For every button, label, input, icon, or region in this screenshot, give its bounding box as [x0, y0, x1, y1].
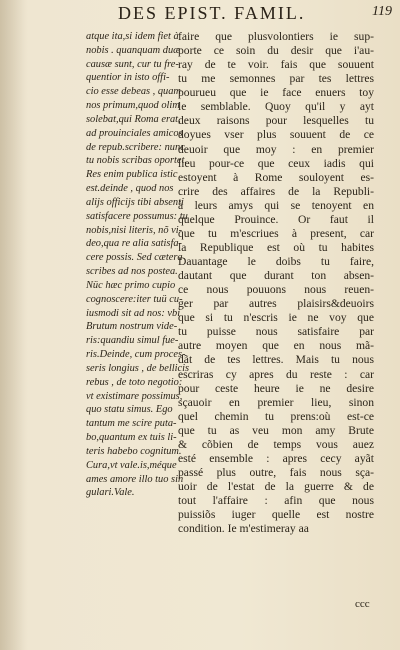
- latin-text-line: Brutum nostrum vide-: [86, 321, 178, 333]
- latin-text-line: scribes ad nos postea.: [86, 266, 178, 278]
- french-text-line: à leurs amys qui se tenoyent en: [178, 198, 374, 212]
- french-text-line: dautant que durant ton absen-: [178, 269, 374, 283]
- french-text-line: uoir de l'estat de la guerre & de: [178, 480, 374, 493]
- french-text-line: condition. Ie m'estimeray aa: [178, 522, 309, 536]
- french-text-line: escriras cy apres du reste : car: [178, 367, 374, 381]
- french-text-line: deuoir que moy : en premier: [178, 142, 374, 156]
- french-text-column: [178, 30, 374, 536]
- latin-text-line: ris:quandiu simul fue-: [86, 335, 179, 347]
- french-text-line: dãt de tes lettres. Mais tu nous: [178, 353, 374, 367]
- latin-text-column: [86, 30, 190, 500]
- french-text-line: tu puisse nous satisfaire par: [178, 325, 374, 339]
- signature-mark: ccc: [355, 598, 370, 610]
- latin-text-line: de repub.scribere: nunc: [86, 141, 185, 153]
- french-text-line: autre moyen que en nous mã-: [178, 339, 374, 353]
- latin-text-line: satisfacere possumus: tu: [86, 210, 188, 222]
- latin-text-line: seris longius , de bellicis: [86, 362, 190, 374]
- french-text-line: ger par autres plaisirs&deuoirs: [178, 297, 374, 311]
- page-header: [0, 2, 400, 26]
- latin-text-line: vt existimare possimus,: [86, 390, 183, 402]
- latin-text-line: gulari.Vale.: [86, 487, 135, 499]
- french-text-line: passé plus outre, fais nous sça-: [178, 465, 374, 479]
- latin-text-line: rebus , de toto negotio:: [86, 376, 183, 388]
- page-number: 119: [372, 4, 392, 19]
- french-text-line: Dauantage le doibs tu faire,: [178, 255, 374, 268]
- french-text-line: faire que plusvolontiers ie sup-: [178, 30, 374, 43]
- latin-text-line: causæ sunt, cur tu fre-: [86, 58, 179, 70]
- french-text-line: doyues vser plus souuent de ce: [178, 128, 374, 142]
- french-text-line: esté ensemble : apres cecy ayãt: [178, 451, 374, 465]
- latin-text-line: cere possis. Sed cætera: [86, 252, 183, 264]
- french-text-line: que tu m'escriues à present, car: [178, 226, 374, 240]
- latin-text-line: solebat,qui Roma erat,: [86, 113, 181, 125]
- latin-text-line: Cura,vt vale.is,méque: [86, 459, 177, 471]
- latin-text-line: deo,qua re alia satisfa-: [86, 238, 183, 250]
- latin-text-line: tantum me scire puta-: [86, 418, 177, 430]
- latin-text-line: Nüc hæc primo cupio: [86, 279, 176, 291]
- french-text-line: tu me semonnes par tes lettres: [178, 72, 374, 86]
- french-text-line: & cõbien de temps vous auez: [178, 437, 374, 451]
- latin-text-line: nobis,nisi literis, nõ vi-: [86, 224, 183, 236]
- latin-text-line: ris.Deinde, cum proces-: [86, 349, 186, 361]
- french-text-line: ray de te voir. fais que souuent: [178, 58, 374, 72]
- latin-text-line: tu nobis scribas oportet.: [86, 155, 188, 167]
- page-gutter-shadow: [0, 0, 28, 650]
- french-text-line: le semblable. Quoy qu'il y ayt: [178, 100, 374, 114]
- latin-text-line: nos primum,quod olim: [86, 100, 180, 112]
- french-text-line: quel chemin tu prens:où est-ce: [178, 409, 374, 423]
- french-text-line: quelque Prouince. Or faut il: [178, 212, 374, 226]
- latin-text-line: Res enim publica istic: [86, 169, 178, 181]
- french-text-line: estoyent à Rome souloyent es-: [178, 170, 374, 184]
- latin-text-line: ames amore illo tuo sin: [86, 473, 184, 485]
- latin-text-line: alijs officijs tibi absenti: [86, 196, 184, 208]
- french-text-line: que si tu n'escris ie ne voy que: [178, 311, 374, 325]
- french-text-line: pour ceste heure ie ne desire: [178, 381, 374, 395]
- french-text-line: porte ce soin du desir que i'au-: [178, 44, 374, 58]
- french-text-line: lieu pour-ce que ceux iadis qui: [178, 156, 374, 170]
- latin-text-line: ad prouinciales amicos: [86, 127, 183, 139]
- french-text-line: sçauoir en premier lieu, sinon: [178, 395, 374, 409]
- latin-text-line: teris habebo cognitum.: [86, 445, 182, 457]
- running-head: DES EPIST. FAMIL.: [118, 3, 306, 23]
- latin-text-line: cio esse debeas , quam: [86, 86, 181, 98]
- french-text-line: puissiõs iuger quelle est nostre: [178, 508, 374, 522]
- french-text-line: crire des affaires de la Republi-: [178, 184, 374, 198]
- french-text-line: que tu as veu mon amy Brute: [178, 423, 374, 437]
- latin-text-line: iusmodi sit ad nos: vbi: [86, 307, 181, 319]
- latin-text-line: bo,quantum ex tuis li-: [86, 432, 177, 444]
- latin-text-line: est.deinde , quod nos: [86, 183, 174, 195]
- french-text-line: la Republique est où tu habites: [178, 240, 374, 254]
- latin-text-line: quentior in isto offi-: [86, 72, 170, 84]
- latin-text-line: cognoscere:iter tuü cu-: [86, 293, 183, 305]
- french-text-line: deux raisons pour lesquelles tu: [178, 114, 374, 128]
- french-text-line: tout l'affaire : afin que nous: [178, 494, 374, 508]
- latin-text-line: atque ita,si idem fiet à: [86, 31, 179, 42]
- french-text-line: ce nous pouuons nous reuen-: [178, 283, 374, 297]
- latin-text-line: nobis . quanquam duæ: [86, 44, 181, 56]
- french-text-line: pourueu que ie face enuers toy: [178, 86, 374, 100]
- latin-text-line: quo statu simus. Ego: [86, 404, 173, 416]
